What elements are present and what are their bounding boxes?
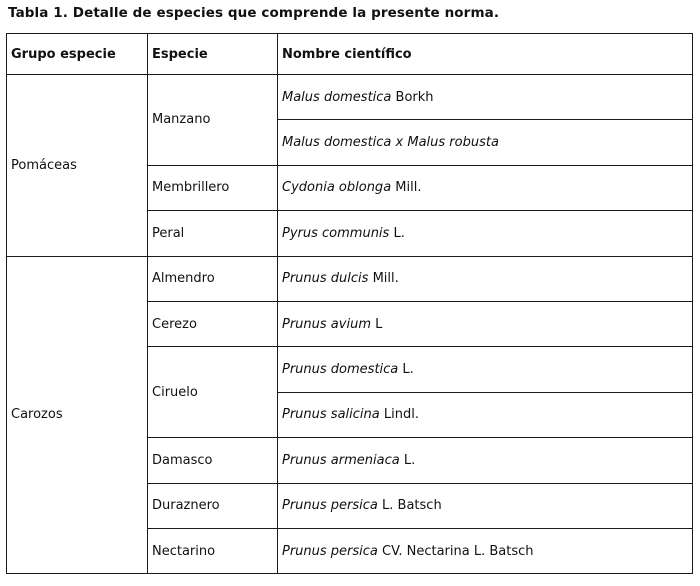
scientific-name-italic: Prunus armeniaca xyxy=(282,452,400,468)
species-name-cell: Almendro xyxy=(148,256,278,301)
scientific-name-author: L. xyxy=(399,452,416,468)
scientific-name-cell xyxy=(278,75,693,120)
scientific-name-italic: Prunus salicina xyxy=(282,407,380,423)
scientific-name-italic: Malus domestica x Malus robusta xyxy=(282,135,499,151)
species-name-cell: Membrillero xyxy=(148,165,278,210)
scientific-name-italic: Prunus persica xyxy=(282,498,378,514)
scientific-name-italic: Malus domestica xyxy=(282,89,392,105)
scientific-name-author: Lindl. xyxy=(379,407,419,423)
species-name-cell: Manzano xyxy=(148,75,278,166)
group-name-cell: Carozos xyxy=(7,256,148,574)
scientific-name-cell xyxy=(278,438,693,483)
scientific-name-author: L xyxy=(370,316,383,332)
species-name-cell: Duraznero xyxy=(148,483,278,528)
scientific-name-author: CV. Nectarina L. Batsch xyxy=(377,543,534,559)
scientific-name-cell xyxy=(278,211,693,256)
species-name-cell: Damasco xyxy=(148,438,278,483)
table-caption: Tabla 1. Detalle de especies que comprende la presente norma. xyxy=(8,5,500,21)
scientific-name-italic: Cydonia oblonga xyxy=(282,180,392,196)
scientific-name-cell xyxy=(278,347,693,392)
table-row xyxy=(7,256,693,301)
header-nombre-cientifico: Nombre científico xyxy=(278,34,693,75)
scientific-name-italic: Prunus avium xyxy=(282,316,371,332)
scientific-name-cell xyxy=(278,165,693,210)
species-name-cell: Peral xyxy=(148,211,278,256)
species-name-cell: Ciruelo xyxy=(148,347,278,438)
scientific-name-author: L. Batsch xyxy=(377,498,442,514)
scientific-name-author: L. xyxy=(389,225,405,241)
scientific-name-cell xyxy=(278,483,693,528)
scientific-name-italic: Prunus persica xyxy=(282,543,378,559)
scientific-name-italic: Prunus domestica xyxy=(282,362,399,378)
scientific-name-italic: Prunus dulcis xyxy=(282,271,369,287)
species-table xyxy=(6,33,693,574)
header-especie: Especie xyxy=(148,34,278,75)
species-name-cell: Cerezo xyxy=(148,301,278,346)
scientific-name-author: Borkh xyxy=(391,89,434,105)
scientific-name-cell xyxy=(278,301,693,346)
group-name-cell: Pomáceas xyxy=(7,75,148,257)
scientific-name-cell xyxy=(278,528,693,573)
scientific-name-cell xyxy=(278,392,693,437)
scientific-name-cell xyxy=(278,120,693,165)
scientific-name-author: Mill. xyxy=(368,271,399,287)
header-grupo-especie: Grupo especie xyxy=(7,34,148,75)
scientific-name-author: L. xyxy=(398,362,414,378)
table-row xyxy=(7,75,693,120)
header-row xyxy=(7,34,693,75)
scientific-name-author: Mill. xyxy=(391,180,422,196)
table-body xyxy=(7,75,693,574)
scientific-name-italic: Pyrus communis xyxy=(282,225,390,241)
scientific-name-cell xyxy=(278,256,693,301)
species-name-cell: Nectarino xyxy=(148,528,278,573)
